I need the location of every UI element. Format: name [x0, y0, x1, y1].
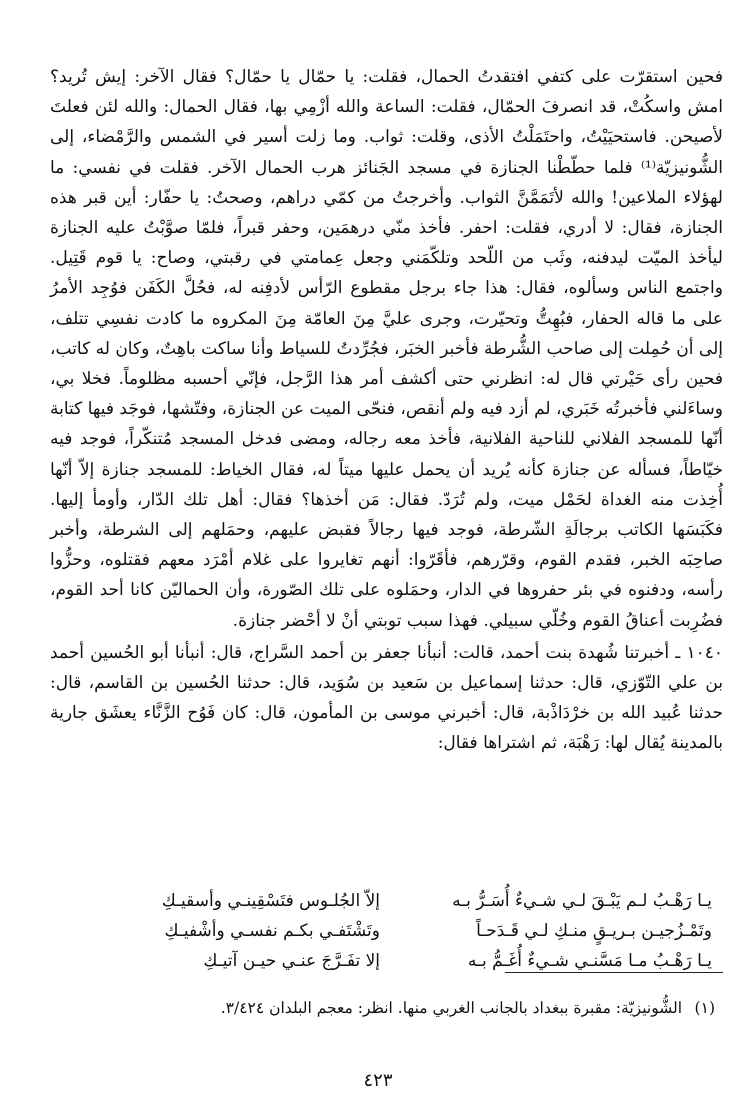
footnote-number: (١): [694, 999, 715, 1017]
verse-first-hemistich: يـا رَهْـبُ لـم يَبْـقَ لـي شـيءٌ أُسَـرُّ بـه: [452, 891, 712, 911]
narrative-paragraph: فحين استقرّت على كتفي افتقدتُ الحمال، فقلت: يا حمّال يا حمّال؟ فقال الآخر: إيش تُريد؟ امش واسكُتْ، قد انصرفَ الحمّال، فقلت: الساعة والله أزْمِي بها، فقال الحمال: والله لئن فعلتَ لأصيحن. فاستحيَيْتُ، واحتَمَلْتُ الأذى، وقلت: ثواب. وما زلت أسير في الشمس والرَّمْضاء، إلى الشُّونيزيّة⁽¹⁾ فلما حطّطْنا الجنازة في مسجد الجَنائز هرب الحمال الآخر. فقلت في نفسي: ما لهؤلاء الملاعين! والله لأتَمَمَّنَّ الثواب. وأخرجتُ من كمّي دراهم، وصحتُ: يا حفّار: أين قبر هذه الجنازة، فقال: لا أدري، فقلت: احفر. فأخذ منّي درهمَين، وحفر قبراً، فلمّا صوَّبْتُ عليه الجنازة ليأخذ الميّت ليدفنه، وثَب من اللّحد وتلكّمَني وجعل عِمامتي في رقبتي، وصاح: يا قوم قَتِيل. واجتمع الناس وسألوه، فقال: هذا جاء برجل مقطوع الرّأس لأدفِنه له، فحُلَّ الكَفَن فوُجِد الأمرُ على ما قاله الحفار، فبُهِتُّ وتحيّرت، وجرى عليَّ مِنَ العامّة مِنَ المكروه ما كادت نفسِي تتلف، إلى أن حُمِلت إلى صاحب الشُّرطة فأخبر الخبَر، فجُرِّدتُ للسياط وأنا ساكت باهِتٌ، وكان له كاتب، فحين رأى حَيْرتي قال له: انظرني حتى أكشف أمر هذا الرَّجل، فإنّي أحسبه مظلوماً. فخلا بي، وساءَلني فأخبرتُه خَبَري، لم أزد فيه ولم أنقص، فنحّى الميت عن الجنازة، وفتّشها، فوجَد فيها كتابة أنّها للمسجد الفلاني للناحية الفلانية، فأخذ معه رجاله، ومضى فدخل المسجد مُتنكّراً، فوجد فيه خيّاطاً، فسأله عن جنازة كأنه يُريد أن يحمل عليها ميتاً له، فقال الخياط: للمسجد جنازة إلاّ أنّها أُخِذت منه الغداة لحَمْل ميت، ولم تُرَدّ. فقال: مَن أخذها؟ فقال: أهل تلك الدّار، وأومأ إليها. فكَبَسَها الكاتب برجالَةِ الشّرطة، فوجد فيها رجالاً فقبض عليهم، وحمَلهم إلى الشرطة، وأخبر صاحِبَه الخبر، فقدم القوم، وقرّرهم، فأقَرّوا: أنهم تغايروا على غلام أمْرَد معهم فقتلوه، وحزُّوا رأسه، ودفنوه في بئر حفروها في الدار، وحمَلوه على تلك الصّورة، وأن الحماليّن كانا أحد القوم، فضُرِبت أعناقُ القوم وخُلّي سبيلي. فهذا سبب توبتي أنْ لا أحْضر جنازة.: [50, 67, 723, 631]
footnote-divider: [505, 972, 723, 973]
poem: [72, 886, 712, 976]
page-number: ٤٢٣: [363, 1070, 393, 1091]
verse-second-hemistich: إلا تفَـرَّجَ عنـي حيـن آتيـكِ: [203, 951, 380, 971]
verse-first-hemistich: يـا رَهْـبُ مـا مَسَّنـي شـيءٌ أُغَـمُّ بـه: [467, 951, 712, 971]
footnote-text: الشُّونيزيّة: مقبرة ببغداد بالجانب الغربي منها. انظر: معجم البلدان ٣/٤٢٤.: [220, 999, 683, 1017]
poem-verse: [72, 916, 712, 946]
verse-second-hemistich: إلاّ الجُلـوس فتَسْقِينـي وأسقيـكِ: [161, 891, 380, 911]
verse-first-hemistich: وتَمْـزُجيـن بـريـقٍ منـكِ لـي قَـدَحـاً: [476, 921, 712, 941]
poem-verse: [72, 886, 712, 916]
footnote: [100, 995, 715, 1021]
main-text: [50, 62, 723, 759]
isnad-paragraph: ١٠٤٠ ـ أخبرتنا شُهدة بنت أحمد، قالت: أنبأنا جعفر بن أحمد السَّراج، قال: أنبأنا أبو الحُسين أحمد بن علي التّوّزي، قال: حدثنا إسماعيل بن سَعيد بن سُوَيد، قال: حدثنا الحُسين بن القاسم، قال: حدثنا عُبيد الله بن خرْدَاذْبة، قال: أخبرني موسى بن المأمون، قال: كان فَوُح الزَّنَّاء يعشَق جارية بالمدينة يُقال لها: رَهْبَة، ثم اشتراها فقال:: [50, 642, 723, 754]
verse-second-hemistich: وتَشْتَفـي بكـم نفسـي وأشْفيـكِ: [164, 921, 380, 941]
